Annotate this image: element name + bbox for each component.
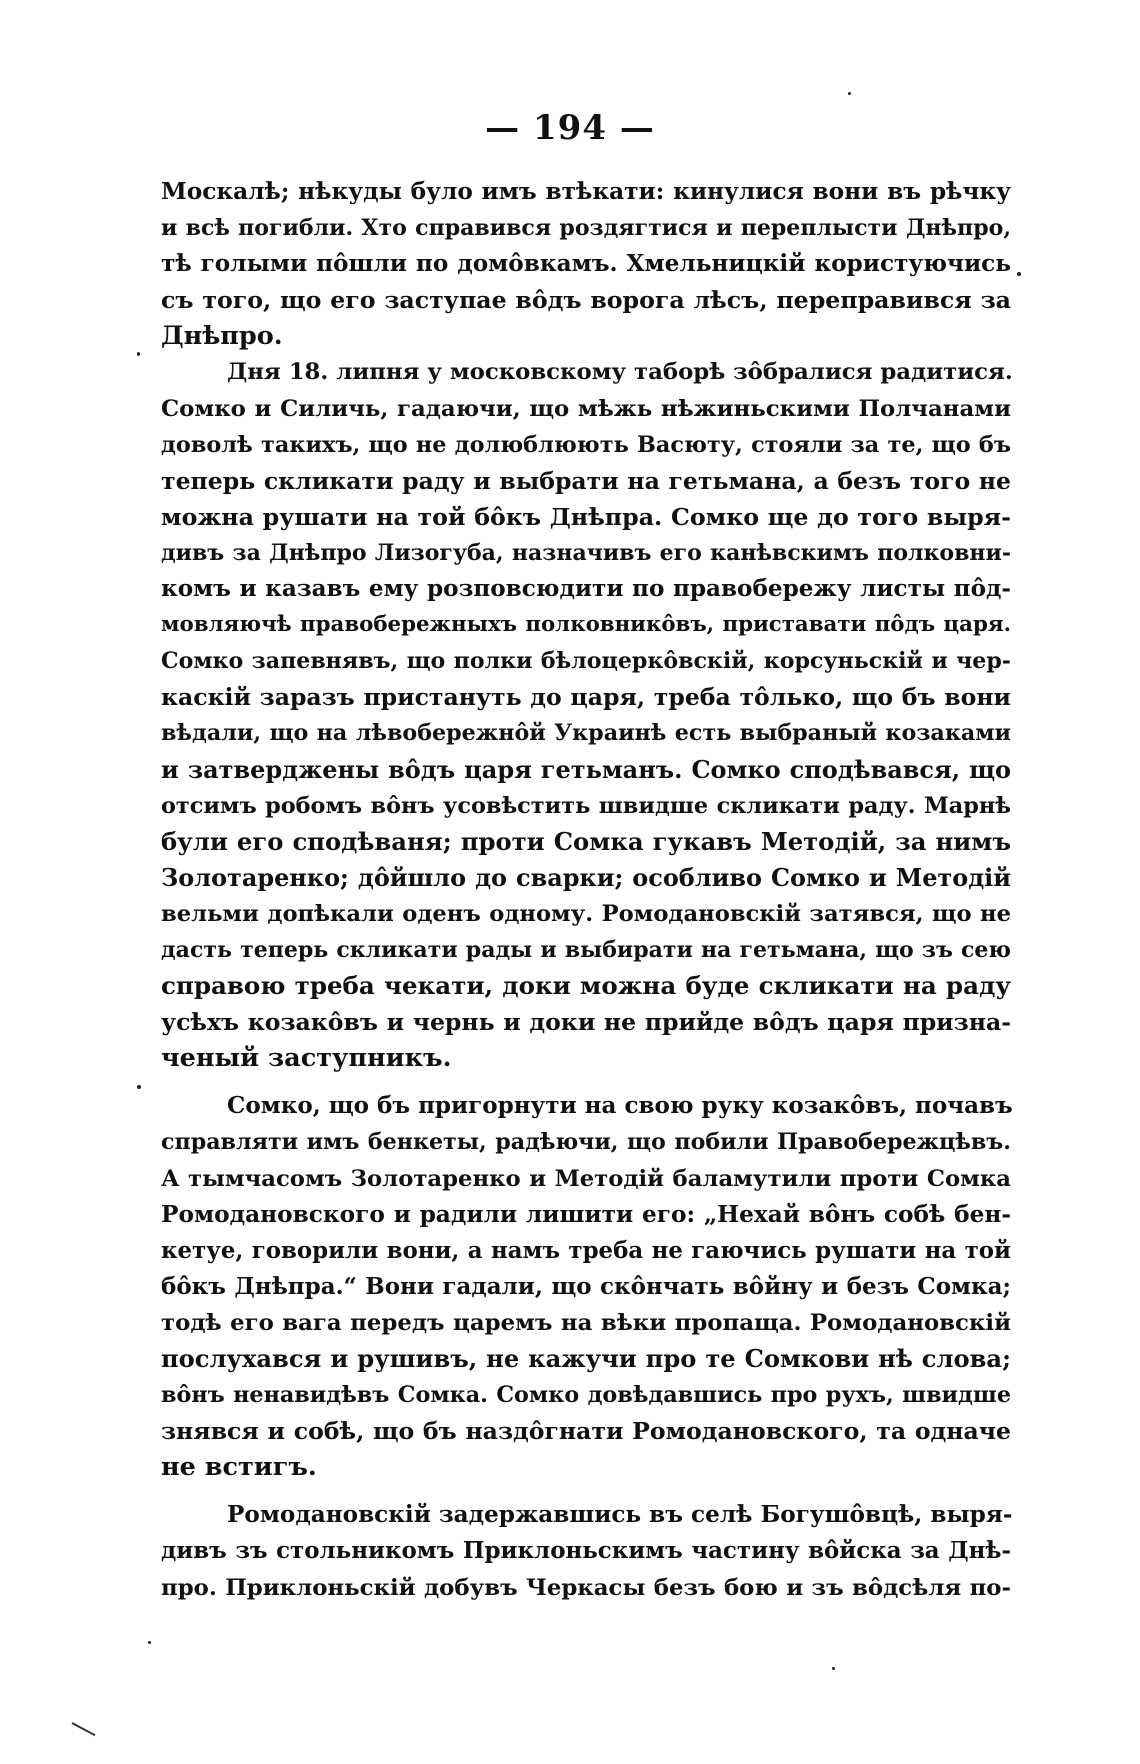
text-line: дивъ зъ стольникомъ Приклоньскимъ частину вôйска за Днѣ- — [161, 1537, 1011, 1565]
scan-speck — [148, 1641, 151, 1644]
text-line: отсимъ робомъ вôнъ усовѣстить швидше скликати раду. Марнѣ — [161, 792, 1011, 819]
text-line: вѣдали, що на лѣвобережнôй Украинѣ есть выбраный козаками — [161, 720, 1011, 747]
text-line: про. Приклоньскiй добувъ Черкасы безъ бою и зъ вôдсѣля по- — [161, 1574, 1011, 1601]
text-line: вôнъ ненавидѣвъ Сомка. Сомко довѣдавшись про рухъ, швидше — [161, 1382, 1011, 1409]
paragraph-1 — [161, 174, 1011, 354]
text-line: усѣхъ козакôвъ и чернь и доки не прийде вôдъ царя призна- — [161, 1008, 1011, 1037]
scan-speck — [137, 1085, 141, 1089]
text-line: каскiй заразъ пристануть до царя, треба тôлько, що бъ вони — [161, 683, 1011, 712]
text-line: Золотаренко; дôйшло до сварки; особливо Сомко и Методiй — [161, 863, 1011, 892]
text-line: доволѣ такихъ, що не долюблюють Васюту, стояли за те, що бъ — [161, 431, 1011, 458]
text-line: Ромодановского и радили лишити его: „Нехай вôнъ собѣ бен- — [161, 1200, 1011, 1228]
text-line: тѣ голыми пôшли по домôвкамъ. Хмельницкiй користуючись — [161, 250, 1011, 278]
paragraph-3 — [161, 1088, 1011, 1485]
scan-speck — [137, 352, 140, 356]
text-line: були его сподѣваня; проти Сомка гукавъ Методiй, за нимъ — [161, 826, 1011, 856]
text-line: знявся и собѣ, що бъ наздôгнати Ромодановского, та одначе — [161, 1417, 1011, 1446]
text-line: тодѣ его вага передъ царемъ на вѣки пропаща. Ромодановскiй — [161, 1309, 1011, 1336]
text-line: комъ и казавъ ему розповсюдити по правобережу листы пôд- — [161, 575, 1011, 603]
text-line: съ того, що его заступае вôдъ ворога лѣсъ, переправився за — [161, 286, 1011, 315]
text-line: и затверджены вôдъ царя гетьманъ. Сомко сподѣвався, що — [161, 754, 1011, 784]
text-line: Сомко, що бъ пригорнути на свою руку козакôвъ, почавъ — [227, 1092, 1013, 1120]
text-line: кетуе, говорили вони, а намъ треба не гаючись рушати на той — [161, 1237, 1011, 1264]
text-line: Ромодановскiй задержавшись въ селѣ Богушôвцѣ, выря- — [227, 1501, 1013, 1529]
scan-speck — [1017, 272, 1021, 276]
text-line: Сомко запевнявъ, що полки бѣлоцеркôвскiй, корсуньскiй и чер- — [161, 648, 1011, 675]
paragraph-gap — [161, 1076, 1011, 1088]
paragraph-gap — [161, 1485, 1011, 1497]
text-line: справляти имъ бенкеты, радѣючи, що побили Правобережцѣвъ. — [161, 1129, 1011, 1156]
text-line: Днѣпро. — [161, 321, 283, 352]
scan-speck — [848, 92, 851, 95]
text-line: мовляючѣ правобережныхъ полковникôвъ, приставати пôдъ царя. — [161, 612, 1011, 638]
page-number: — 194 — — [485, 108, 655, 148]
text-line: А тымчасомъ Золотаренко и Методiй баламутили проти Сомка — [161, 1165, 1011, 1192]
text-line: справою треба чекати, доки можна буде скликати на раду — [161, 971, 1011, 1001]
text-line: вельми допѣкали оденъ одному. Ромодановскiй затявся, що не — [161, 900, 1011, 927]
text-line: бôкъ Днѣпра.“ Вони гадали, що скôнчать вôйну и безъ Сомка; — [161, 1272, 1011, 1300]
body-text — [161, 174, 1011, 1606]
text-line: послухався и рушивъ, не кажучи про те Сомкови нѣ слова; — [161, 1344, 1011, 1373]
text-line: дивъ за Днѣпро Лизогуба, назначивъ его канѣвскимъ полковни- — [161, 539, 1011, 566]
scan-scratch — [72, 1722, 96, 1736]
paragraph-4 — [161, 1497, 1011, 1605]
text-line: не встигъ. — [161, 1452, 317, 1483]
text-line: дасть теперь скликати рады и выбирати на гетьмана, що зъ сею — [161, 936, 1011, 963]
text-line: Дня 18. липня у московскому таборѣ зôбралися радитися. — [227, 359, 1013, 386]
text-line: можна рушати на той бôкъ Днѣпра. Сомко ще до того выря- — [161, 502, 1011, 531]
text-line: и всѣ погибли. Хто справився роздягтися и переплысти Днѣпро, — [161, 215, 1011, 242]
text-line: ченый заступникъ. — [161, 1043, 452, 1074]
scan-speck — [832, 1667, 835, 1670]
text-line: теперь скликати раду и выбрати на гетьмана, а безъ того не — [161, 466, 1011, 495]
text-line: Москалѣ; нѣкуды було имъ втѣкати: кинулися вони въ рѣчку — [161, 178, 1011, 205]
text-line: Сомко и Силичь, гадаючи, що мѣжь нѣжиньскими Полчанами — [161, 395, 1011, 422]
paragraph-2 — [161, 354, 1011, 1076]
